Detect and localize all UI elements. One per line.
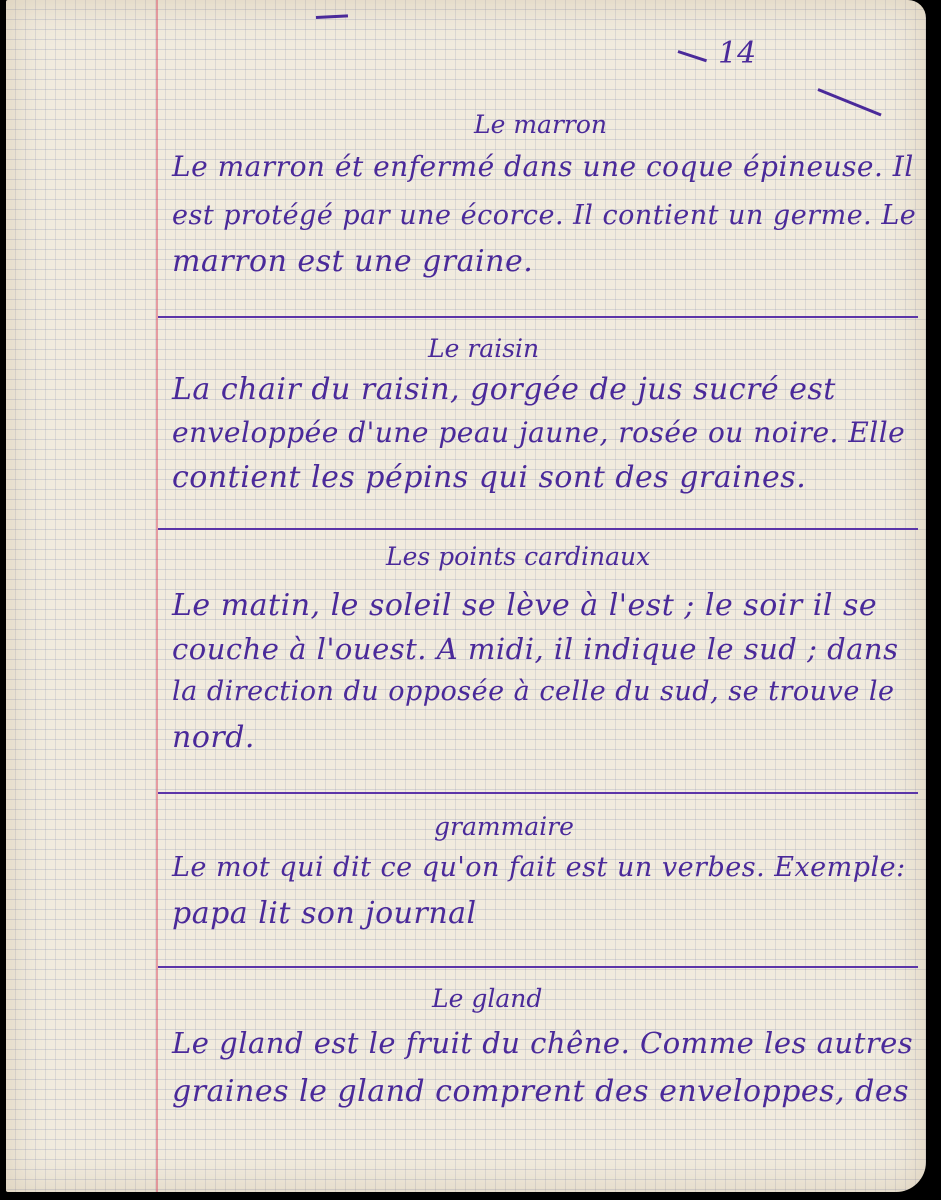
pen-stroke-top	[316, 14, 348, 19]
text-line: enveloppée d'une peau jaune, rosée ou noire. Elle	[172, 416, 906, 449]
section-title-points-cardinaux: Les points cardinaux	[386, 542, 651, 571]
text-line: couche à l'ouest. A midi, il indique le sud ; dans	[172, 632, 899, 666]
text-line: papa lit son journal	[172, 896, 477, 931]
notebook-page	[6, 0, 926, 1192]
section-divider	[158, 792, 918, 794]
text-line: marron est une graine.	[172, 244, 534, 279]
text-line: la direction du opposée à celle du sud, se trouve le	[172, 676, 895, 707]
text-line: Le gland est le fruit du chêne. Comme les autres	[172, 1026, 914, 1060]
section-title-grammaire: grammaire	[434, 812, 574, 841]
pen-stroke-number	[678, 50, 707, 62]
section-divider	[158, 966, 918, 968]
section-divider	[158, 528, 918, 530]
text-line: Le matin, le soleil se lève à l'est ; le soir il se	[172, 588, 878, 623]
text-line: contient les pépins qui sont des graines.	[172, 460, 807, 495]
pen-stroke-corner	[817, 88, 881, 116]
text-line: graines le gland comprent des enveloppes, des	[172, 1074, 909, 1109]
margin-line	[156, 0, 158, 1192]
text-line: Le marron ét enfermé dans une coque épineuse. Il	[172, 150, 914, 183]
section-divider	[158, 316, 918, 318]
text-line: est protégé par une écorce. Il contient un germe. Le	[172, 200, 917, 231]
text-line: La chair du raisin, gorgée de jus sucré est	[172, 372, 836, 407]
page-number: 14	[718, 36, 757, 71]
text-line: Le mot qui dit ce qu'on fait est un verbes. Exemple:	[172, 852, 906, 883]
section-title-raisin: Le raisin	[428, 334, 540, 363]
text-line: nord.	[172, 720, 255, 755]
section-title-gland: Le gland	[432, 984, 543, 1013]
section-title-marron: Le marron	[474, 110, 608, 139]
